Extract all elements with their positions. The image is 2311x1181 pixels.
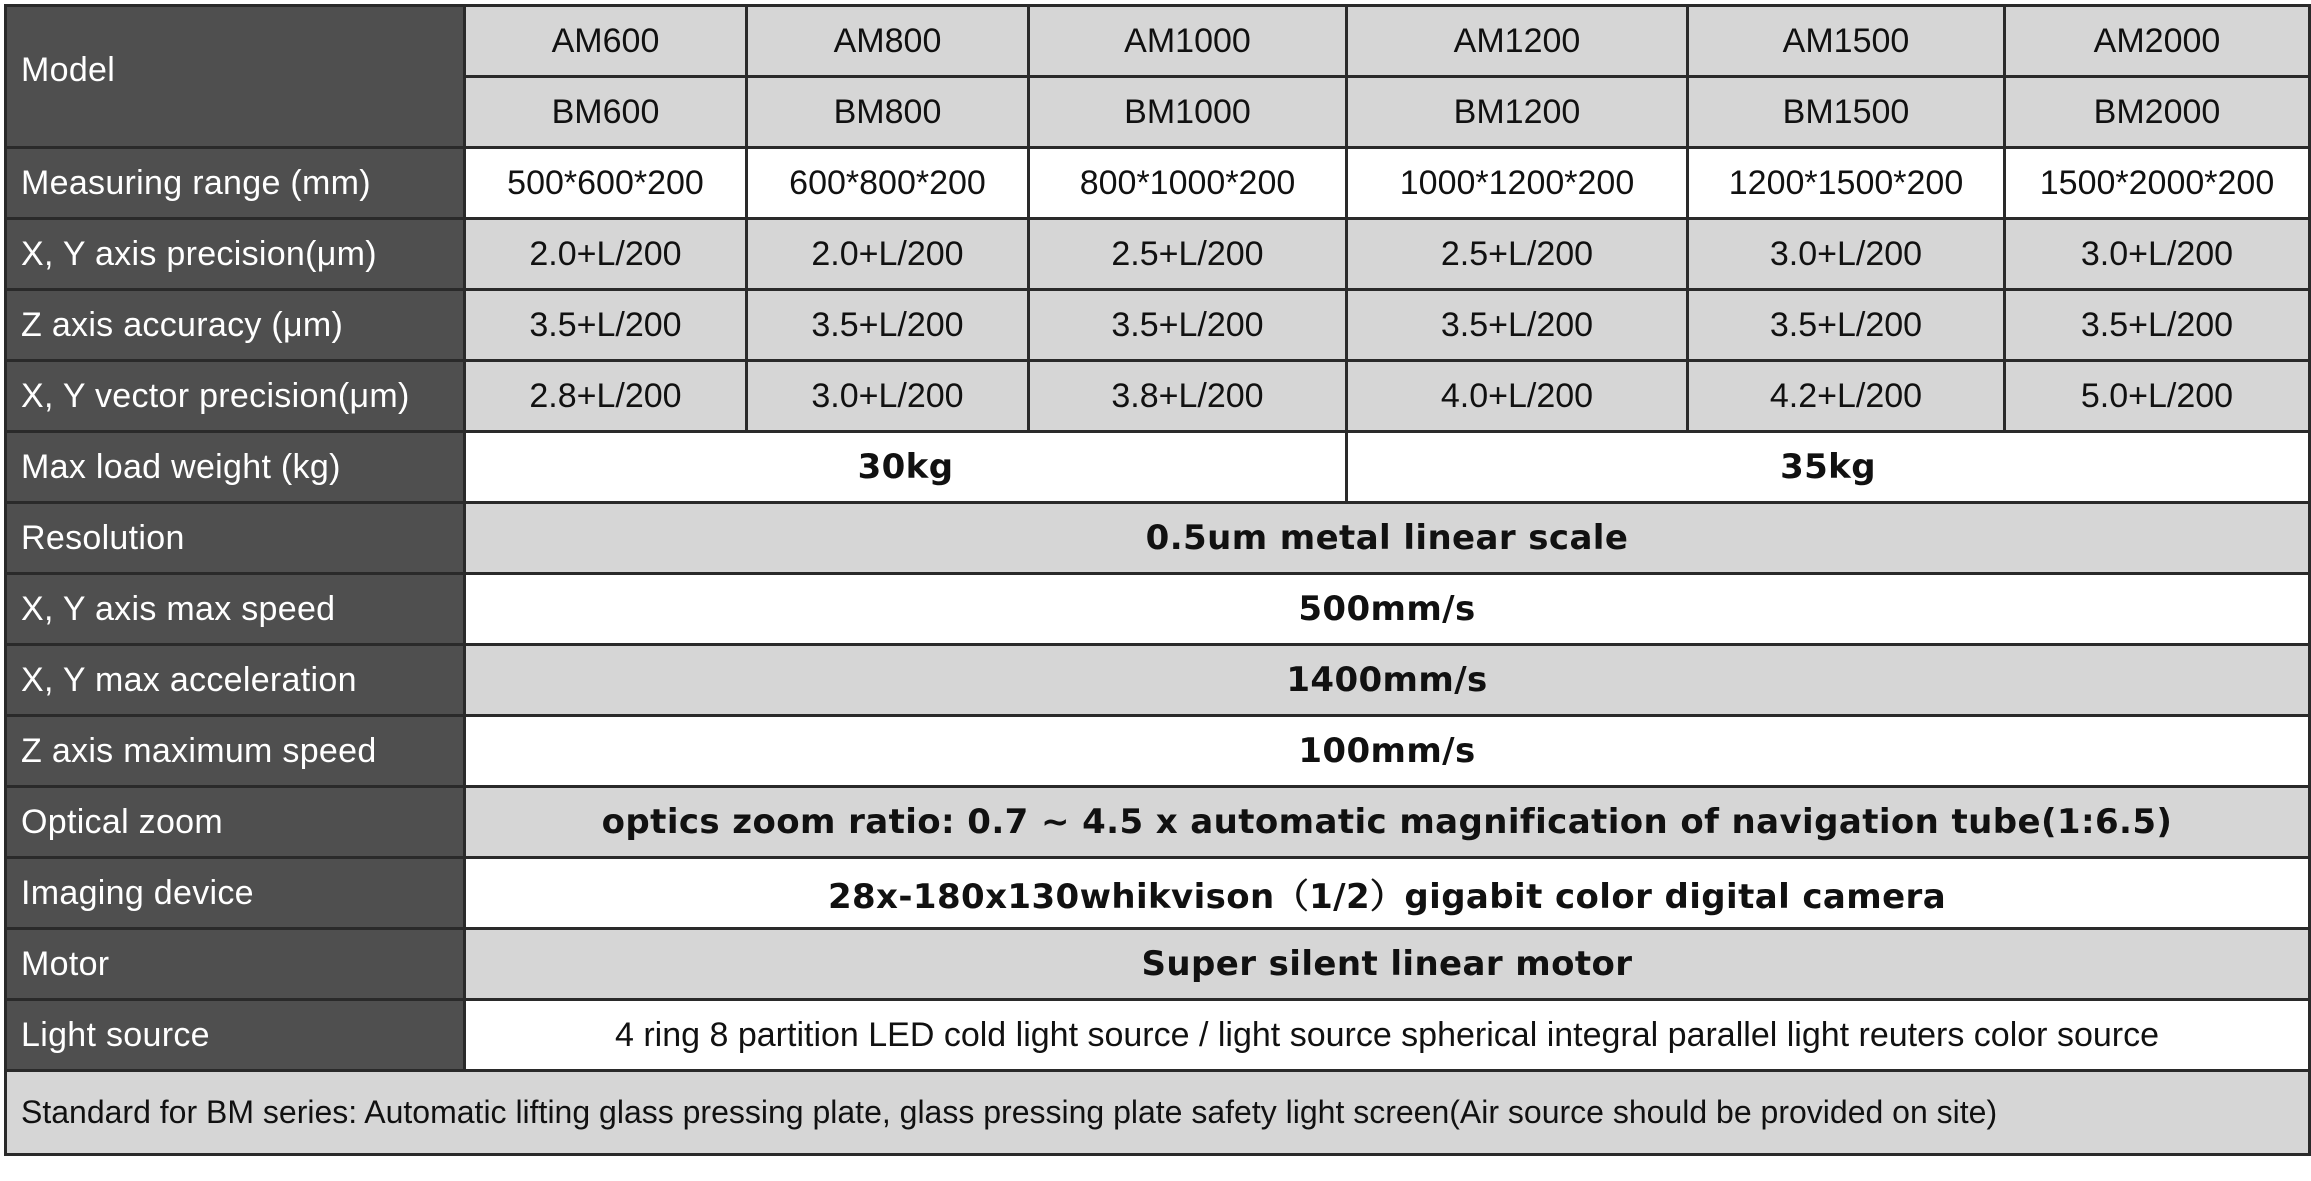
measuring-range-value: 1200*1500*200 <box>1688 148 2005 219</box>
max-load-label: Max load weight (kg) <box>6 432 465 503</box>
measuring-range-value: 800*1000*200 <box>1029 148 1347 219</box>
measuring-range-value: 1500*2000*200 <box>2005 148 2310 219</box>
xy-vector-value: 3.0+L/200 <box>747 361 1029 432</box>
imaging-device-value: 28x-180x130whikvison（1/2）gigabit color digital camera <box>465 858 2310 929</box>
xy-speed-label: X, Y axis max speed <box>6 574 465 645</box>
xy-vector-value: 2.8+L/200 <box>465 361 747 432</box>
resolution-row <box>6 503 2310 574</box>
z-accuracy-row <box>6 290 2310 361</box>
measuring-range-label: Measuring range (mm) <box>6 148 465 219</box>
imaging-device-label: Imaging device <box>6 858 465 929</box>
spec-table <box>4 4 2311 1156</box>
resolution-value: 0.5um metal linear scale <box>465 503 2310 574</box>
xy-precision-value: 2.5+L/200 <box>1347 219 1688 290</box>
model-am-600: AM600 <box>465 6 747 77</box>
xy-precision-value: 2.5+L/200 <box>1029 219 1347 290</box>
model-bm-800: BM800 <box>747 77 1029 148</box>
xy-accel-value: 1400mm/s <box>465 645 2310 716</box>
model-am-1500: AM1500 <box>1688 6 2005 77</box>
xy-precision-value: 3.0+L/200 <box>2005 219 2310 290</box>
model-row-am <box>6 6 2310 77</box>
xy-precision-value: 3.0+L/200 <box>1688 219 2005 290</box>
xy-vector-value: 4.2+L/200 <box>1688 361 2005 432</box>
model-am-2000: AM2000 <box>2005 6 2310 77</box>
model-bm-1000: BM1000 <box>1029 77 1347 148</box>
z-speed-row <box>6 716 2310 787</box>
imaging-device-row <box>6 858 2310 929</box>
max-load-value-left: 30kg <box>465 432 1347 503</box>
optical-zoom-row <box>6 787 2310 858</box>
resolution-label: Resolution <box>6 503 465 574</box>
motor-value: Super silent linear motor <box>465 929 2310 1000</box>
footer-row <box>6 1071 2310 1155</box>
max-load-value-right: 35kg <box>1347 432 2310 503</box>
measuring-range-value: 500*600*200 <box>465 148 747 219</box>
measuring-range-row <box>6 148 2310 219</box>
xy-vector-value: 4.0+L/200 <box>1347 361 1688 432</box>
xy-precision-row <box>6 219 2310 290</box>
model-bm-1200: BM1200 <box>1347 77 1688 148</box>
footer-note: Standard for BM series: Automatic lifting glass pressing plate, glass pressing plate safety light screen(Air source should be provided on site) <box>6 1071 2310 1155</box>
z-accuracy-value: 3.5+L/200 <box>1688 290 2005 361</box>
z-accuracy-value: 3.5+L/200 <box>1029 290 1347 361</box>
model-am-1200: AM1200 <box>1347 6 1688 77</box>
z-speed-value: 100mm/s <box>465 716 2310 787</box>
z-accuracy-value: 3.5+L/200 <box>2005 290 2310 361</box>
light-source-label: Light source <box>6 1000 465 1071</box>
motor-label: Motor <box>6 929 465 1000</box>
model-am-800: AM800 <box>747 6 1029 77</box>
z-accuracy-label: Z axis accuracy (μm) <box>6 290 465 361</box>
measuring-range-value: 1000*1200*200 <box>1347 148 1688 219</box>
xy-precision-label: X, Y axis precision(μm) <box>6 219 465 290</box>
max-load-row <box>6 432 2310 503</box>
xy-precision-value: 2.0+L/200 <box>465 219 747 290</box>
model-label: Model <box>6 6 465 148</box>
z-accuracy-value: 3.5+L/200 <box>1347 290 1688 361</box>
light-source-row <box>6 1000 2310 1071</box>
xy-vector-row <box>6 361 2310 432</box>
xy-precision-value: 2.0+L/200 <box>747 219 1029 290</box>
xy-vector-value: 5.0+L/200 <box>2005 361 2310 432</box>
model-bm-600: BM600 <box>465 77 747 148</box>
z-speed-label: Z axis maximum speed <box>6 716 465 787</box>
xy-vector-value: 3.8+L/200 <box>1029 361 1347 432</box>
xy-speed-row <box>6 574 2310 645</box>
xy-speed-value: 500mm/s <box>465 574 2310 645</box>
motor-row <box>6 929 2310 1000</box>
z-accuracy-value: 3.5+L/200 <box>465 290 747 361</box>
optical-zoom-label: Optical zoom <box>6 787 465 858</box>
measuring-range-value: 600*800*200 <box>747 148 1029 219</box>
xy-accel-row <box>6 645 2310 716</box>
xy-accel-label: X, Y max acceleration <box>6 645 465 716</box>
optical-zoom-value: optics zoom ratio: 0.7 ~ 4.5 x automatic magnification of navigation tube(1:6.5) <box>465 787 2310 858</box>
xy-vector-label: X, Y vector precision(μm) <box>6 361 465 432</box>
light-source-value: 4 ring 8 partition LED cold light source / light source spherical integral parallel light reuters color source <box>465 1000 2310 1071</box>
model-am-1000: AM1000 <box>1029 6 1347 77</box>
z-accuracy-value: 3.5+L/200 <box>747 290 1029 361</box>
model-bm-1500: BM1500 <box>1688 77 2005 148</box>
model-bm-2000: BM2000 <box>2005 77 2310 148</box>
